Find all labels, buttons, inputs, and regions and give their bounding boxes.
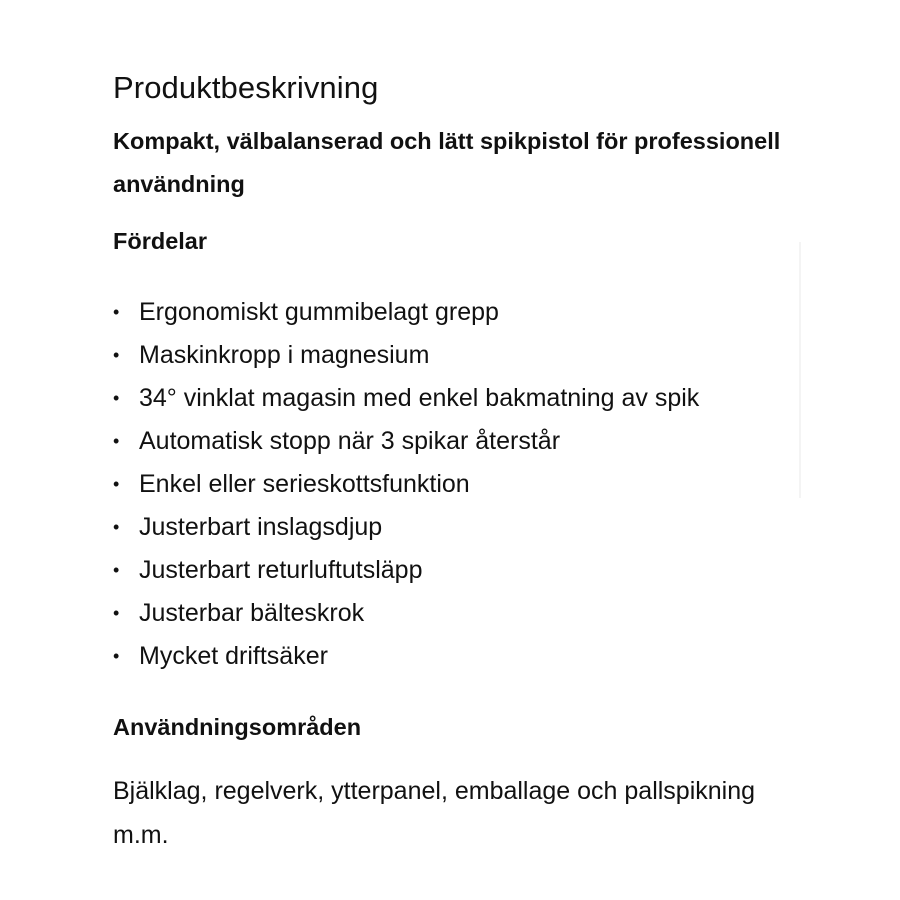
bullet-icon: •	[113, 560, 120, 580]
list-item-text: Justerbart returluftutsläpp	[139, 556, 423, 584]
bullet-icon: •	[113, 431, 120, 451]
list-item	[113, 592, 813, 635]
list-item-text: Justerbar bälteskrok	[139, 599, 365, 627]
bullet-icon: •	[113, 603, 120, 623]
page-title: Produktbeskrivning	[113, 70, 379, 105]
bullet-icon: •	[113, 302, 120, 322]
bullet-icon: •	[113, 646, 120, 666]
list-item	[113, 420, 813, 463]
bullet-icon: •	[113, 345, 120, 365]
list-item-text: Justerbart inslagsdjup	[139, 513, 383, 541]
intro-text: Kompakt, välbalanserad och lätt spikpistol för professionell användning	[113, 128, 781, 197]
list-item-text: Automatisk stopp när 3 spikar återstår	[139, 427, 561, 455]
divider	[799, 242, 801, 498]
bullet-icon: •	[113, 474, 120, 494]
product-description	[113, 68, 813, 857]
list-item	[113, 463, 813, 506]
advantages-heading: Fördelar	[113, 228, 208, 254]
list-item	[113, 377, 813, 420]
list-item-text: 34° vinklat magasin med enkel bakmatning av spik	[139, 384, 700, 412]
list-item	[113, 549, 813, 592]
bullet-icon: •	[113, 388, 120, 408]
bullet-icon: •	[113, 517, 120, 537]
list-item	[113, 291, 813, 334]
list-item	[113, 635, 813, 678]
list-item	[113, 506, 813, 549]
usage-heading: Användningsområden	[113, 714, 362, 740]
list-item-text: Enkel eller serieskottsfunktion	[139, 470, 470, 498]
list-item-text: Ergonomiskt gummibelagt grepp	[139, 298, 499, 326]
usage-text: Bjälklag, regelverk, ytterpanel, emballage och pallspikning m.m.	[113, 777, 756, 849]
advantages-list	[113, 291, 813, 678]
list-item	[113, 334, 813, 377]
list-item-text: Maskinkropp i magnesium	[139, 341, 430, 369]
list-item-text: Mycket driftsäker	[139, 642, 328, 670]
